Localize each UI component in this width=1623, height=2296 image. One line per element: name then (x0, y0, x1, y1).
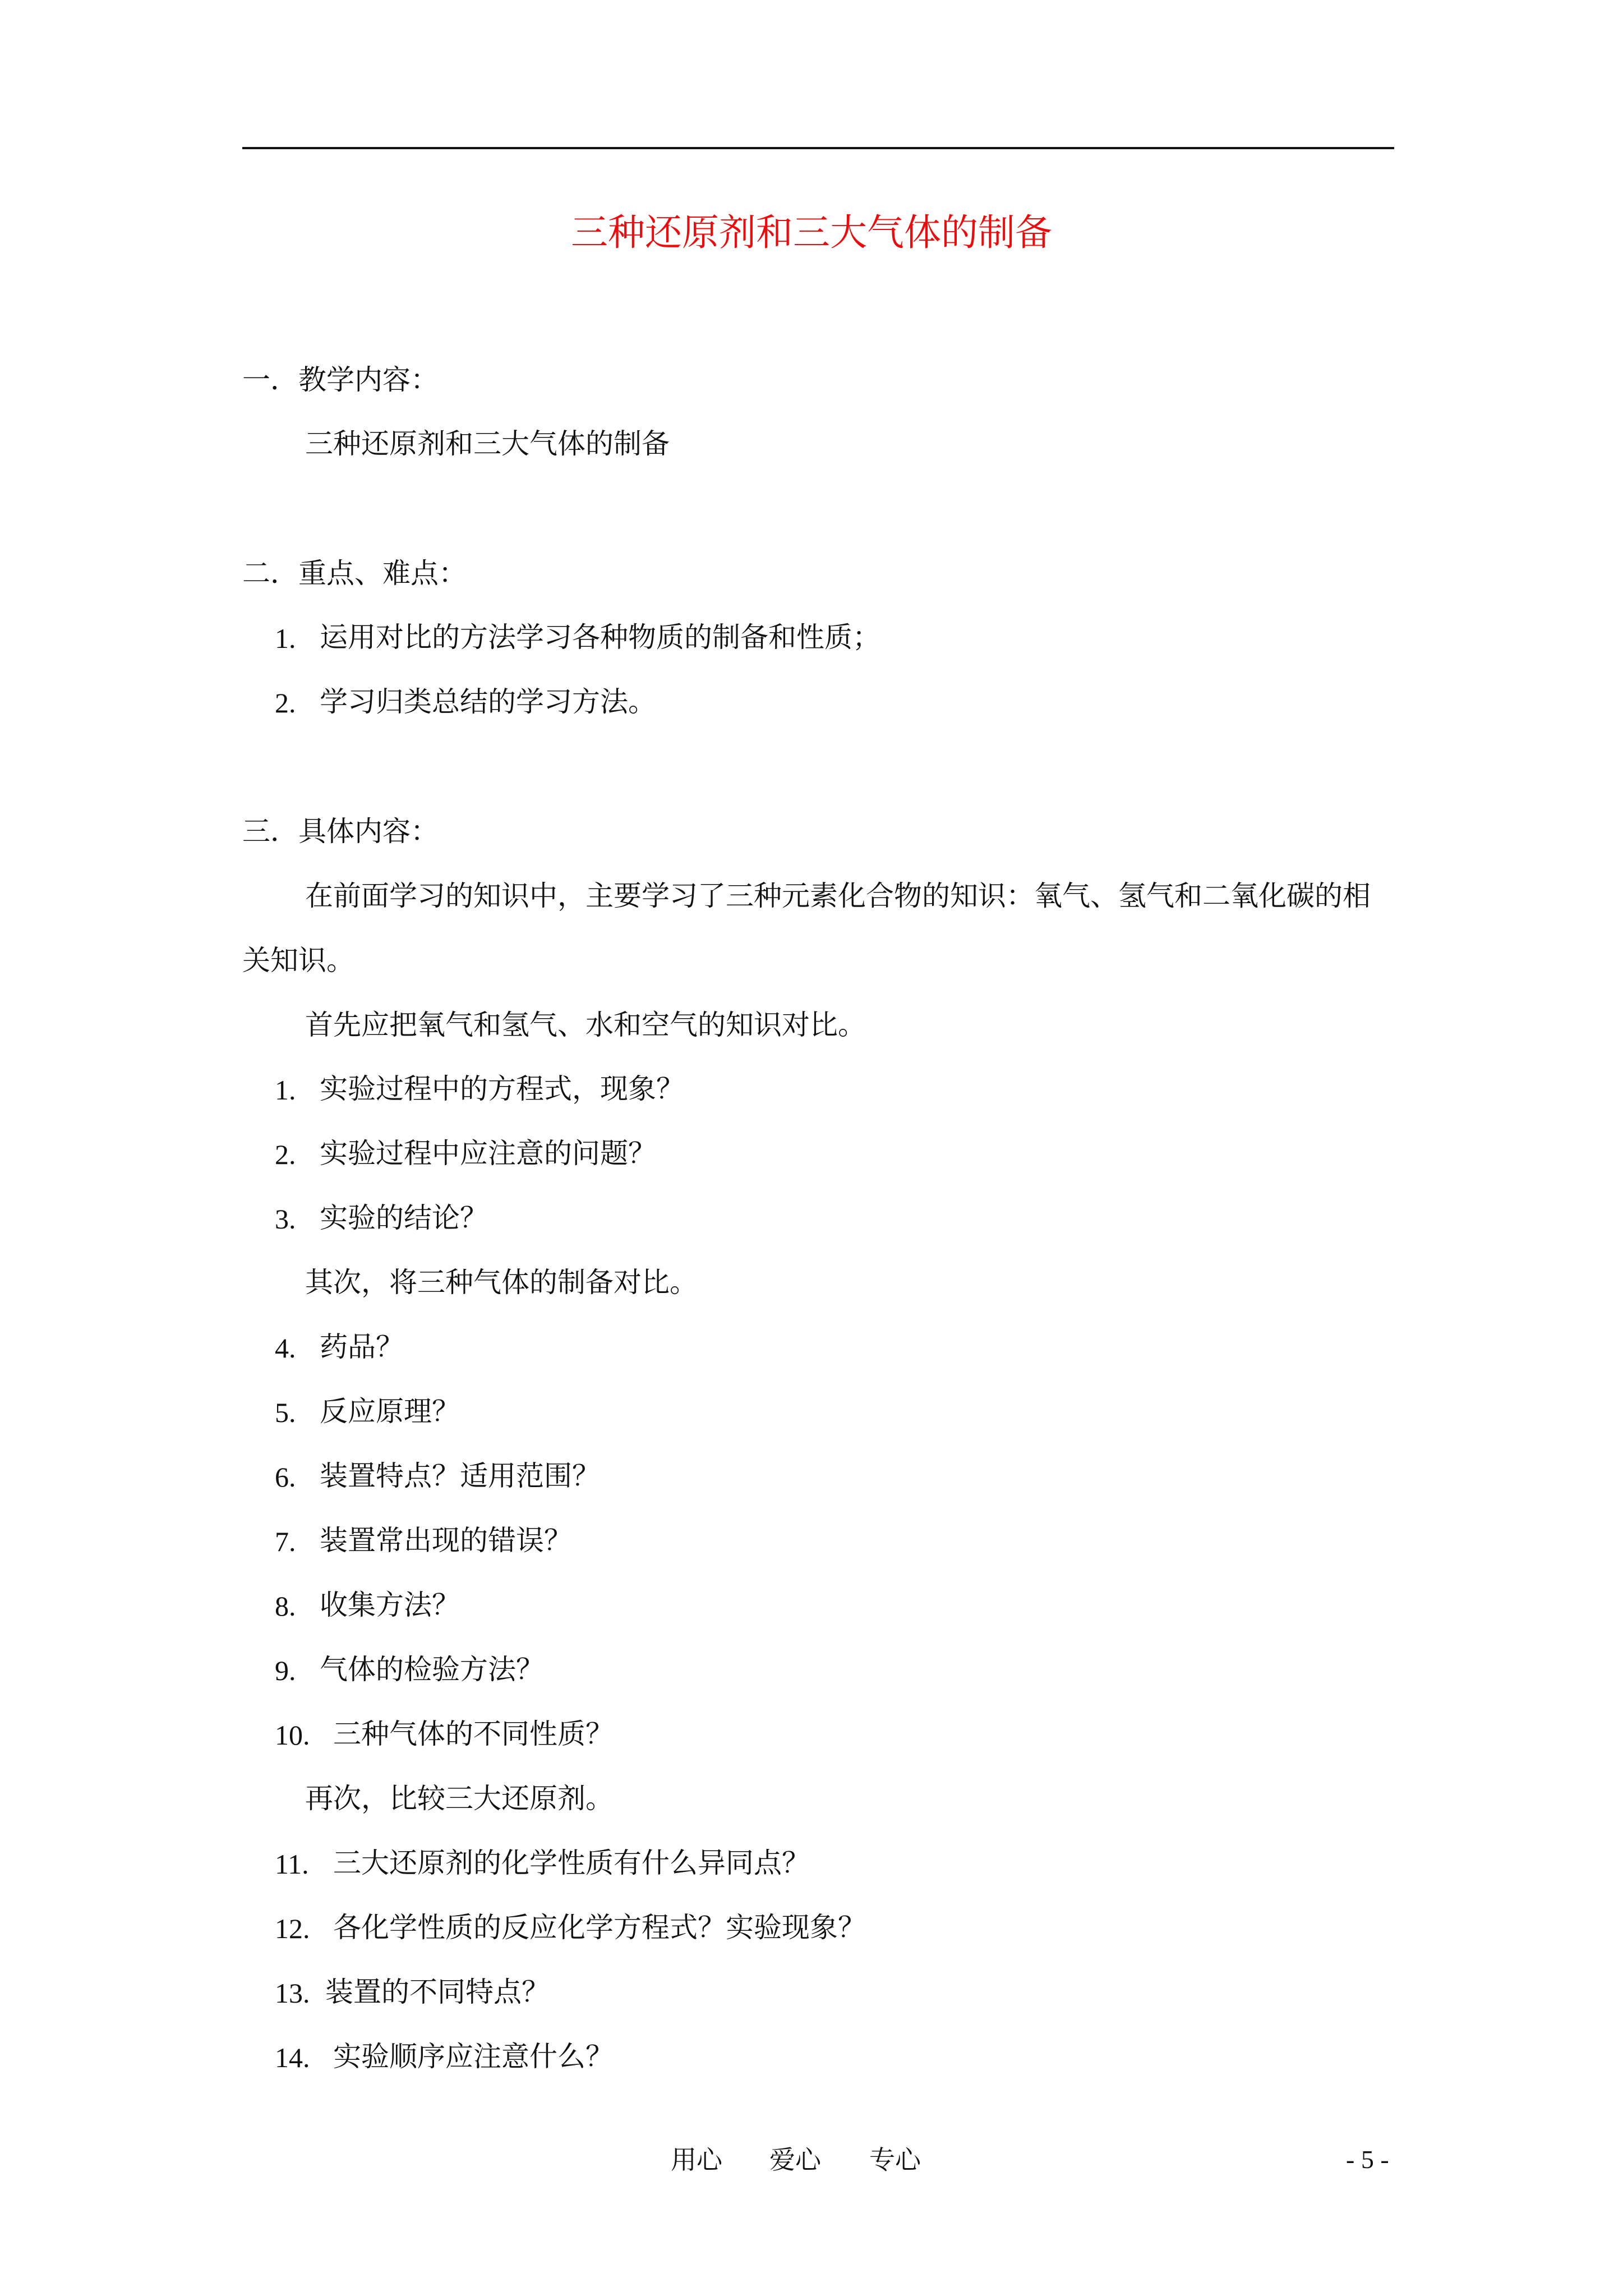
list-item-number: 8. (275, 1590, 296, 1622)
list-item: 装置的不同特点？ (325, 1976, 550, 2008)
paragraph-first: 首先应把氧气和氢气、水和空气的知识对比。 (305, 1009, 866, 1041)
list-item-number: 11. (275, 1848, 309, 1880)
list-item: 装置常出现的错误？ (320, 1524, 572, 1557)
list-item: 药品？ (320, 1331, 404, 1363)
footer-motto-2: 爱心 (769, 2145, 821, 2175)
list-item-number: 9. (275, 1655, 296, 1686)
section-1-heading: 一．教学内容： (242, 364, 439, 396)
list-item-number: 4. (275, 1332, 296, 1364)
list-item-number: 7. (275, 1526, 296, 1557)
list-item-number: 13. (275, 1977, 310, 2009)
intro-paragraph-line-1: 在前面学习的知识中，主要学习了三种元素化合物的知识：氧气、氢气和二氧化碳的相 (305, 880, 1371, 912)
intro-paragraph-line-2: 关知识。 (242, 944, 354, 977)
list-item: 学习归类总结的学习方法。 (320, 685, 656, 718)
list-item-number: 5. (275, 1397, 296, 1428)
section-2-heading: 二．重点、难点： (242, 557, 467, 590)
list-item-number: 6. (275, 1461, 296, 1493)
list-item: 实验顺序应注意什么？ (333, 2040, 614, 2073)
section-1-body: 三种还原剂和三大气体的制备 (305, 427, 670, 460)
list-item-number: 2. (275, 1139, 296, 1170)
page-title: 三种还原剂和三大气体的制备 (571, 211, 1052, 254)
list-item-number: 1. (275, 623, 296, 654)
list-item: 三种气体的不同性质？ (333, 1718, 614, 1750)
list-item: 三大还原剂的化学性质有什么异同点？ (333, 1847, 810, 1879)
list-item: 气体的检验方法？ (320, 1653, 544, 1686)
list-item: 收集方法？ (320, 1589, 460, 1621)
list-item: 各化学性质的反应化学方程式？实验现象？ (333, 1911, 866, 1944)
paragraph-second: 其次，将三种气体的制备对比。 (305, 1266, 698, 1299)
list-item: 实验的结论？ (320, 1202, 488, 1234)
paragraph-third: 再次，比较三大还原剂。 (305, 1782, 614, 1815)
list-item-number: 1. (275, 1074, 296, 1106)
list-item-number: 2. (275, 687, 296, 719)
list-item: 实验过程中的方程式，现象？ (320, 1073, 684, 1105)
list-item: 运用对比的方法学习各种物质的制备和性质； (320, 621, 880, 654)
list-item-number: 3. (275, 1203, 296, 1235)
section-3-heading: 三．具体内容： (242, 815, 439, 848)
footer-motto-1: 用心 (671, 2145, 722, 2175)
page-number: - 5 - (1346, 2145, 1389, 2174)
list-item: 装置特点？适用范围？ (320, 1460, 600, 1492)
list-item-number: 12. (275, 1913, 310, 1944)
list-item: 反应原理？ (320, 1395, 460, 1428)
footer-motto-3: 专心 (869, 2145, 921, 2175)
list-item-number: 10. (275, 1719, 310, 1751)
header-rule (242, 147, 1394, 149)
list-item: 实验过程中应注意的问题？ (320, 1137, 656, 1170)
list-item-number: 14. (275, 2042, 310, 2073)
